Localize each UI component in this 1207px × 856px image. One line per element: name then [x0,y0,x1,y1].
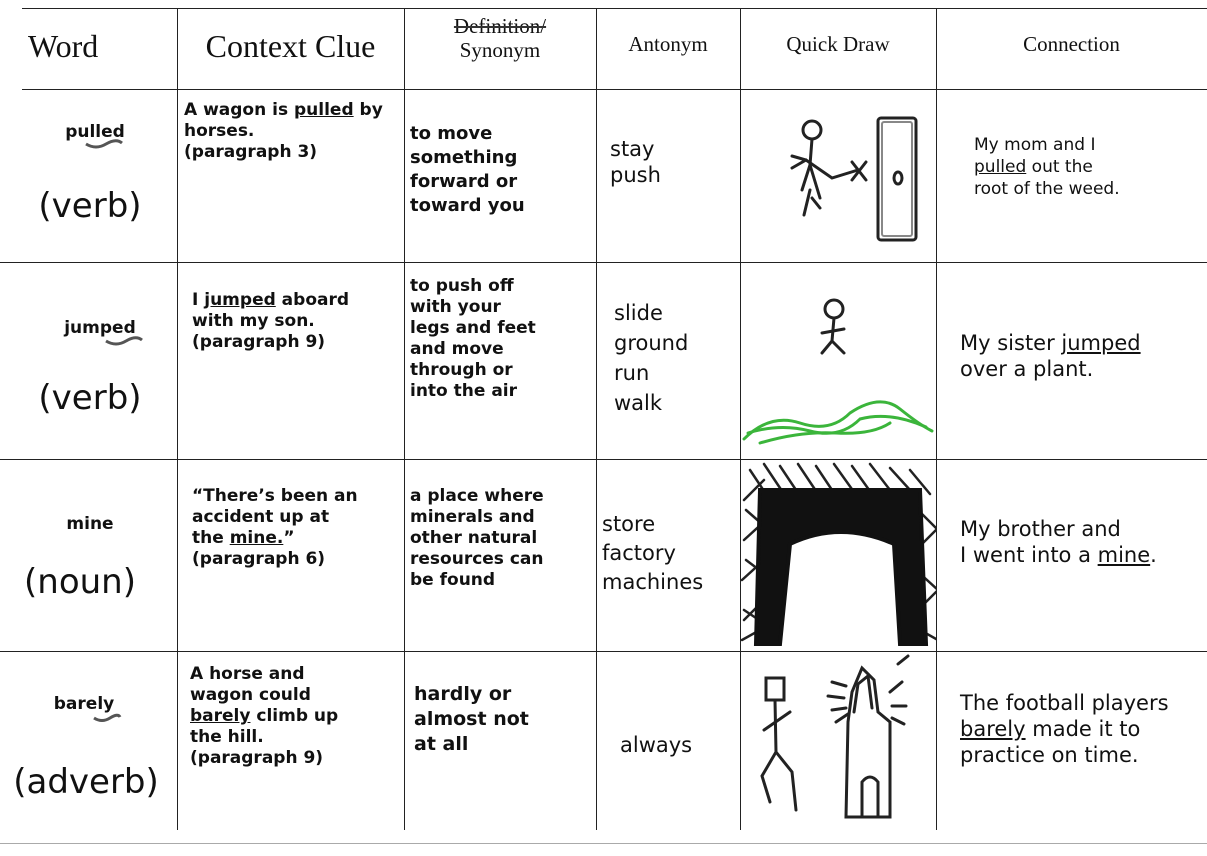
connection-line [974,156,1204,178]
col-divider-2 [404,8,405,830]
row-3-border [0,651,1207,652]
context-text: the [192,528,230,548]
antonym: store [602,512,656,536]
context-text: A wagon is [184,100,294,120]
context-line: “There’s been an [192,486,358,506]
connection-text: My sister [960,331,1062,355]
antonyms-4 [620,732,736,758]
connection-keyword: barely [960,717,1026,741]
definition-line: resources can [410,549,544,569]
antonyms-3 [602,510,738,597]
context-line: A horse and [190,664,305,684]
underline-mark [84,138,124,150]
connection-text: out the [1026,157,1093,177]
context-reference: (paragraph 6) [192,549,326,569]
context-text: aboard [275,290,350,310]
header-row-border [22,89,1207,90]
pos-verb: (verb) [38,186,142,226]
header-word: Word [28,28,99,64]
definition-3 [410,486,594,591]
word-mine: mine [66,514,114,534]
context-text: climb up [250,706,339,726]
underline-mark [92,712,122,724]
context-line: the hill. [190,727,264,747]
bottom-rule [0,843,1207,844]
underline-mark [104,335,144,347]
definition-line: forward or [410,171,518,192]
row-1-border [0,262,1207,263]
header-definition [404,14,596,62]
context-keyword: pulled [294,100,354,120]
context-keyword: jumped [204,290,276,310]
definition-line: to move [410,123,493,144]
header-quick-draw: Quick Draw [786,32,890,56]
definition-line: minerals and [410,507,535,527]
quick-draw-mine [740,460,936,652]
context-text: with my son. [192,311,315,331]
definition-line: be found [410,570,496,590]
context-text: by horses. [184,100,383,141]
col-divider-5 [936,8,937,830]
quick-draw-jumped [740,263,936,459]
context-reference: (paragraph 9) [192,332,326,352]
quick-draw-pulled [740,90,936,262]
connection-line [960,542,1206,568]
definition-line: a place where [410,486,544,506]
definition-line: legs and feet [410,318,536,338]
definition-line: to push off [410,276,514,296]
definition-line: almost not [414,708,529,730]
antonym: always [620,733,693,757]
connection-text: . [1150,543,1157,567]
word-jumped: jumped [64,318,136,338]
connection-text: I went into a [960,543,1098,567]
antonyms-2 [614,298,738,418]
context-line [190,706,402,727]
pos-verb: (verb) [38,378,142,418]
connection-line: over a plant. [960,357,1094,381]
connection-4 [960,690,1206,768]
definition-2 [410,276,594,402]
antonym: ground [614,331,689,355]
context-line: accident up at [192,507,330,527]
context-reference: (paragraph 3) [184,142,318,162]
definition-line: toward you [410,195,525,216]
antonym: machines [602,570,704,594]
context-keyword: barely [190,706,251,726]
context-line: wagon could [190,685,311,705]
definition-line: into the air [410,381,518,401]
definition-line: other natural [410,528,538,548]
header-context-clue: Context Clue [205,28,376,64]
connection-2 [960,330,1204,382]
antonym: push [610,163,661,187]
context-text: ” [283,528,295,548]
col-divider-1 [177,8,178,830]
definition-line: at all [414,733,469,755]
context-clue-4 [190,664,402,769]
definition-line: with your [410,297,501,317]
context-text: I [192,290,205,310]
table-top-border [22,8,1207,9]
definition-1 [410,122,594,218]
definition-line: and move [410,339,504,359]
definition-line: something [410,147,518,168]
header-connection: Connection [1023,32,1120,56]
antonym: stay [610,137,655,161]
header-definition-label: Definition/ [453,14,547,38]
row-2-border [0,459,1207,460]
connection-line: practice on time. [960,743,1139,767]
connection-keyword: jumped [1061,331,1141,355]
quick-draw-barely [740,652,936,832]
word-barely: barely [53,694,115,714]
antonyms-1 [610,136,736,188]
definition-line: hardly or [414,683,512,705]
definition-4 [414,682,594,757]
pos-adverb: (adverb) [13,762,159,802]
connection-line: The football players [960,691,1169,715]
context-reference: (paragraph 9) [190,748,324,768]
antonym: run [614,361,650,385]
antonym: walk [614,391,663,415]
connection-line [960,716,1206,742]
antonym: slide [614,301,663,325]
connection-text: made it to [1025,717,1141,741]
definition-line: through or [410,360,513,380]
context-keyword: mine. [229,528,284,548]
context-clue-2 [192,290,402,353]
col-divider-3 [596,8,597,830]
connection-1 [974,134,1204,200]
connection-line [960,330,1204,356]
connection-3 [960,516,1206,568]
connection-keyword: pulled [974,157,1027,177]
header-antonym: Antonym [628,32,708,56]
pos-noun: (noun) [24,562,136,602]
antonym: factory [602,541,676,565]
connection-line: My brother and [960,517,1121,541]
connection-keyword: mine [1097,543,1151,567]
word-pulled: pulled [65,122,125,142]
context-clue-1 [184,100,400,163]
connection-line: My mom and I [974,135,1096,155]
context-clue-3 [192,486,402,570]
header-synonym-label: Synonym [459,38,541,62]
context-line [192,528,402,549]
connection-line: root of the weed. [974,179,1120,199]
